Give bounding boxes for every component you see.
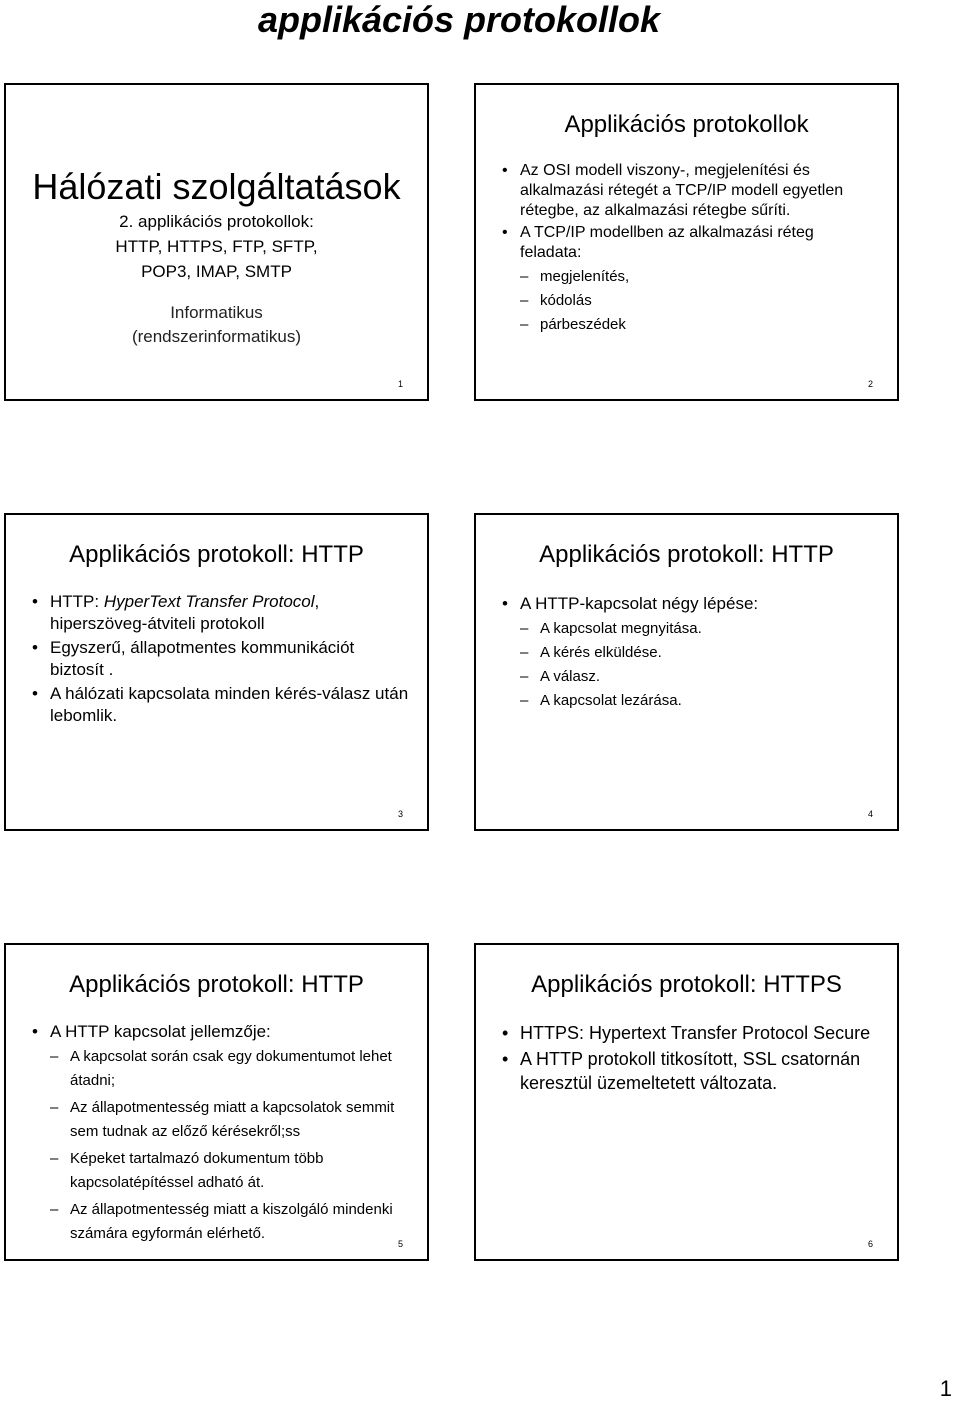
subtitle-line-3: POP3, IMAP, SMTP: [141, 262, 292, 281]
bullet-prefix: HTTP:: [50, 592, 104, 611]
bullet-item: • Egyszerű, állapotmentes kommunikációt biztosít .: [22, 637, 412, 681]
slide-4-bullets: [492, 593, 872, 717]
subtitle-line-1: 2. applikációs protokollok:: [119, 212, 314, 231]
bullet-text: A HTTP kapcsolat jellemzője:: [50, 1022, 271, 1041]
slide-1-subtitle: [6, 209, 427, 284]
slide-2: [474, 83, 899, 401]
sub-item: – A kapcsolat során csak egy dokumentumot lehet átadni;: [50, 1045, 402, 1093]
subtitle-line-2: HTTP, HTTPS, FTP, SFTP,: [115, 237, 318, 256]
bullet-item: [492, 593, 872, 713]
slide-5-title: Applikációs protokoll: HTTP: [69, 971, 364, 998]
slide-1-title: Hálózati szolgáltatások: [32, 166, 401, 207]
page-number: 1: [939, 1376, 952, 1401]
slide-3-bullets: [22, 591, 412, 729]
bullet-suffix: , hiperszöveg-átviteli protokoll: [50, 592, 320, 633]
slide-5-bullets: [22, 1021, 402, 1250]
slide-2-bullets: [492, 161, 872, 341]
sub-item: – Képeket tartalmazó dokumentum több kapcsolatépítéssel adható át.: [50, 1147, 402, 1195]
sub-item: – A kapcsolat lezárása.: [520, 689, 872, 713]
sub-item: – párbeszédek: [520, 313, 872, 337]
bullet-item: [492, 223, 872, 337]
slide-5-subitems: [50, 1045, 402, 1246]
slide-4-title: Applikációs protokoll: HTTP: [539, 541, 834, 568]
sub-item: – megjelenítés,: [520, 265, 872, 289]
sub-item: – Az állapotmentesség miatt a kapcsolatok semmit sem tudnak az előző kérésekről;ss: [50, 1096, 402, 1144]
bullet-item: • A HTTP protokoll titkosított, SSL csatornán keresztül üzemeltetett változata.: [492, 1047, 892, 1095]
slide-3: [4, 513, 429, 831]
slide-3-title: Applikációs protokoll: HTTP: [69, 541, 364, 568]
bullet-item: • Az OSI modell viszony-, megjelenítési és alkalmazási rétegét a TCP/IP modell egyetlen rétegbe, az alkalmazási rétegbe sűríti.: [492, 161, 872, 221]
sub-item: – kódolás: [520, 289, 872, 313]
slide-4: [474, 513, 899, 831]
slide-4-subitems: [520, 617, 872, 713]
slide-1: [4, 83, 429, 401]
bullet-item: • A hálózati kapcsolata minden kérés-válasz után lebomlik.: [22, 683, 412, 727]
slide-number: 2: [867, 379, 873, 389]
bullet-item: [22, 591, 412, 635]
slide-6: [474, 943, 899, 1261]
slide-number: 4: [867, 809, 873, 819]
slide-5: [4, 943, 429, 1261]
bullet-item: • HTTPS: Hypertext Transfer Protocol Secure: [492, 1021, 892, 1045]
slide-number: 5: [397, 1239, 403, 1249]
slide-6-title: Applikációs protokoll: HTTPS: [531, 971, 842, 998]
sub-item: – Az állapotmentesség miatt a kiszolgáló mindenki számára egyformán elérhető.: [50, 1198, 402, 1246]
author-line-2: (rendszerinformatikus): [131, 327, 302, 346]
slide-number: 6: [867, 1239, 873, 1249]
slide-1-author: [6, 301, 427, 349]
sub-item: – A kérés elküldése.: [520, 641, 872, 665]
page-title: applikációs protokollok: [257, 0, 661, 40]
slide-2-subitems: [520, 265, 872, 337]
bullet-text: A HTTP-kapcsolat négy lépése:: [520, 594, 759, 613]
sub-item: – A válasz.: [520, 665, 872, 689]
bullet-text: A TCP/IP modellben az alkalmazási réteg feladata:: [520, 224, 814, 261]
slide-number: 1: [397, 379, 403, 389]
slide-2-title: Applikációs protokollok: [564, 111, 809, 138]
sub-item: – A kapcsolat megnyitása.: [520, 617, 872, 641]
author-line-1: Informatikus: [170, 303, 263, 322]
slide-6-bullets: [492, 1021, 892, 1097]
slide-number: 3: [397, 809, 403, 819]
bullet-item: [22, 1021, 402, 1246]
bullet-italic: HyperText Transfer Protocol: [103, 592, 315, 611]
